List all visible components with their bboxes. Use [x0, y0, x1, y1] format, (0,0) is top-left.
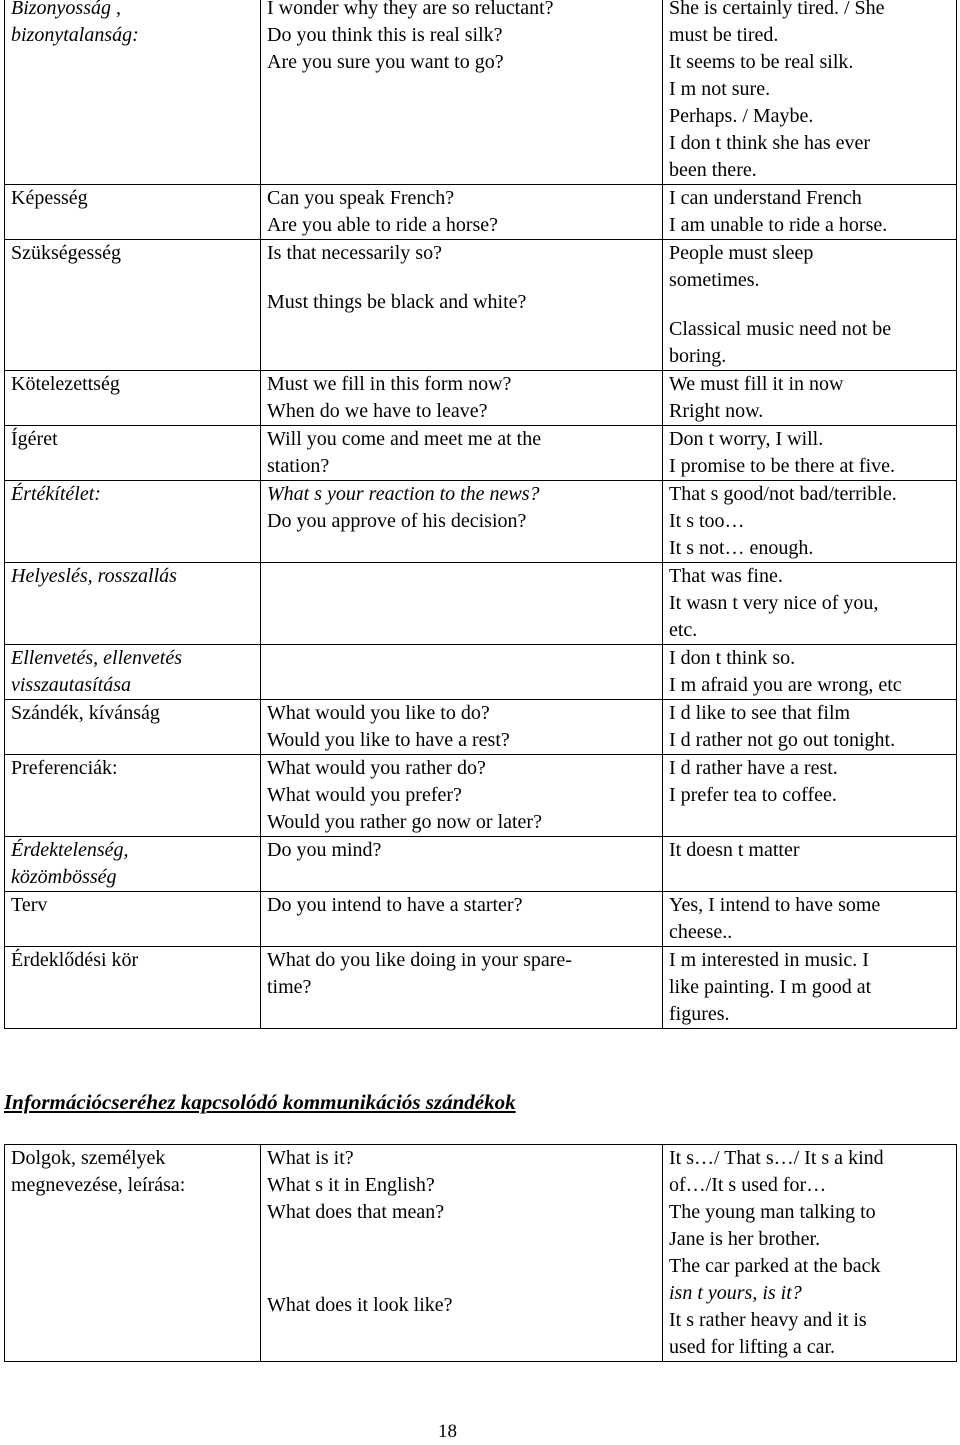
- cell-line: The young man talking to: [669, 1201, 876, 1223]
- cell-line: We must fill it in now: [669, 373, 844, 395]
- section-heading: Információcseréhez kapcsolódó kommunikációs szándékok: [4, 1090, 516, 1114]
- cell-line: It s rather heavy and it is: [669, 1309, 867, 1331]
- cell-line: like painting. I m good at: [669, 976, 872, 998]
- intent-cell: [5, 700, 261, 755]
- answer-cell: [663, 700, 957, 755]
- answer-cell: [663, 240, 957, 371]
- cell-line: What does it look like?: [267, 1294, 453, 1316]
- intent-cell: [5, 0, 261, 185]
- question-cell: [261, 1145, 663, 1362]
- cell-line: sometimes.: [669, 269, 760, 291]
- cell-line: közömbösség: [11, 866, 117, 888]
- intent-cell: [5, 185, 261, 240]
- cell-line: of…/It s used for…: [669, 1174, 827, 1196]
- table-row: [5, 947, 957, 1029]
- table-row: [5, 892, 957, 947]
- cell-line: It seems to be real silk.: [669, 51, 854, 73]
- intent-cell: [5, 892, 261, 947]
- table-row: [5, 240, 957, 371]
- cell-line: [267, 1270, 656, 1292]
- cell-line: Is that necessarily so?: [267, 242, 442, 264]
- cell-line: figures.: [669, 1003, 730, 1025]
- cell-line: Helyeslés, rosszallás: [11, 565, 177, 587]
- cell-line: Dolgok, személyek: [11, 1147, 166, 1169]
- question-cell: [261, 947, 663, 1029]
- intent-cell: [5, 947, 261, 1029]
- intent-cell: [5, 563, 261, 645]
- cell-line: What is it?: [267, 1147, 354, 1169]
- cell-line: [267, 1248, 656, 1270]
- cell-line: Értékítélet:: [11, 483, 101, 505]
- answer-cell: [663, 563, 957, 645]
- communication-table: [4, 0, 957, 1029]
- cell-line: Szándék, kívánság: [11, 702, 160, 724]
- cell-line: been there.: [669, 159, 757, 181]
- cell-line: Do you approve of his decision?: [267, 510, 527, 532]
- cell-line: Classical music need not be: [669, 318, 892, 340]
- question-cell: [261, 185, 663, 240]
- cell-line: Ígéret: [11, 428, 58, 450]
- intent-cell: [5, 837, 261, 892]
- cell-line: Rright now.: [669, 400, 764, 422]
- cell-line: I can understand French: [669, 187, 862, 209]
- cell-line: Don t worry, I will.: [669, 428, 824, 450]
- table-row: [5, 755, 957, 837]
- question-cell: [261, 240, 663, 371]
- answer-cell: [663, 755, 957, 837]
- cell-line: Ellenvetés, ellenvetés: [11, 647, 183, 669]
- cell-line: [267, 267, 656, 289]
- cell-line: [267, 1226, 656, 1248]
- cell-line: etc.: [669, 619, 698, 641]
- cell-line: Do you mind?: [267, 839, 382, 861]
- cell-line: Bizonyosság ,: [11, 0, 121, 19]
- cell-line: Érdeklődési kör: [11, 949, 139, 971]
- cell-line: Jane is her brother.: [669, 1228, 821, 1250]
- cell-line: I wonder why they are so reluctant?: [267, 0, 554, 19]
- cell-line: I am unable to ride a horse.: [669, 214, 888, 236]
- cell-line: cheese..: [669, 921, 733, 943]
- cell-line: That s good/not bad/terrible.: [669, 483, 897, 505]
- cell-line: I m not sure.: [669, 78, 771, 100]
- cell-line: I d rather not go out tonight.: [669, 729, 896, 751]
- cell-line: What do you like doing in your spare-: [267, 949, 572, 971]
- answer-cell: [663, 837, 957, 892]
- information-exchange-table: [4, 1144, 957, 1362]
- cell-line: Preferenciák:: [11, 757, 118, 779]
- table-row: [5, 645, 957, 700]
- cell-line: Are you able to ride a horse?: [267, 214, 499, 236]
- intent-cell: [5, 240, 261, 371]
- cell-line: must be tired.: [669, 24, 779, 46]
- question-cell: [261, 700, 663, 755]
- cell-line: I promise to be there at five.: [669, 455, 896, 477]
- cell-line: What would you rather do?: [267, 757, 486, 779]
- answer-cell: [663, 481, 957, 563]
- cell-line: I prefer tea to coffee.: [669, 784, 837, 806]
- intent-cell: [5, 755, 261, 837]
- cell-line: It s…/ That s…/ It s a kind: [669, 1147, 884, 1169]
- answer-cell: [663, 0, 957, 185]
- cell-line: Would you rather go now or later?: [267, 811, 542, 833]
- cell-line: Perhaps. / Maybe.: [669, 105, 814, 127]
- cell-line: That was fine.: [669, 565, 783, 587]
- cell-line: I d rather have a rest.: [669, 757, 838, 779]
- cell-line: What s it in English?: [267, 1174, 435, 1196]
- question-cell: [261, 837, 663, 892]
- question-cell: [261, 645, 663, 700]
- table-row: [5, 563, 957, 645]
- cell-line: I don t think she has ever: [669, 132, 871, 154]
- cell-line: used for lifting a car.: [669, 1336, 836, 1358]
- question-cell: [261, 426, 663, 481]
- cell-line: Will you come and meet me at the: [267, 428, 542, 450]
- cell-line: It wasn t very nice of you,: [669, 592, 879, 614]
- intent-cell: [5, 1145, 261, 1362]
- question-cell: [261, 563, 663, 645]
- table-row: [5, 426, 957, 481]
- answer-cell: [663, 1145, 957, 1362]
- cell-line: Do you think this is real silk?: [267, 24, 503, 46]
- answer-cell: [663, 892, 957, 947]
- cell-line: megnevezése, leírása:: [11, 1174, 186, 1196]
- question-cell: [261, 481, 663, 563]
- cell-line: People must sleep: [669, 242, 814, 264]
- cell-line: time?: [267, 976, 312, 998]
- cell-line: It doesn t matter: [669, 839, 800, 861]
- cell-line: Must things be black and white?: [267, 291, 527, 313]
- cell-line: Would you like to have a rest?: [267, 729, 510, 751]
- intent-cell: [5, 645, 261, 700]
- cell-line: Kötelezettség: [11, 373, 120, 395]
- cell-line: Érdektelenség,: [11, 839, 129, 861]
- cell-line: Must we fill in this form now?: [267, 373, 512, 395]
- answer-cell: [663, 371, 957, 426]
- cell-line: Képesség: [11, 187, 88, 209]
- cell-line: isn t yours, is it?: [669, 1282, 802, 1304]
- table-row: [5, 1145, 957, 1362]
- cell-line: Can you speak French?: [267, 187, 455, 209]
- cell-line: Terv: [11, 894, 48, 916]
- question-cell: [261, 755, 663, 837]
- cell-line: What would you prefer?: [267, 784, 462, 806]
- cell-line: I m afraid you are wrong, etc: [669, 674, 902, 696]
- cell-line: [669, 294, 950, 316]
- question-cell: [261, 371, 663, 426]
- cell-line: I don t think so.: [669, 647, 796, 669]
- cell-line: Do you intend to have a starter?: [267, 894, 523, 916]
- answer-cell: [663, 645, 957, 700]
- table-row: [5, 837, 957, 892]
- cell-line: It s too…: [669, 510, 745, 532]
- cell-line: What s your reaction to the news?: [267, 483, 540, 505]
- cell-line: When do we have to leave?: [267, 400, 488, 422]
- cell-line: Are you sure you want to go?: [267, 51, 504, 73]
- table-row: [5, 371, 957, 426]
- cell-line: station?: [267, 455, 330, 477]
- table-row: [5, 0, 957, 185]
- answer-cell: [663, 185, 957, 240]
- question-cell: [261, 0, 663, 185]
- cell-line: I m interested in music. I: [669, 949, 869, 971]
- cell-line: What does that mean?: [267, 1201, 445, 1223]
- page-number: 18: [438, 1421, 457, 1442]
- intent-cell: [5, 481, 261, 563]
- cell-line: Yes, I intend to have some: [669, 894, 881, 916]
- cell-line: visszautasítása: [11, 674, 132, 696]
- cell-line: bizonytalanság:: [11, 24, 139, 46]
- cell-line: It s not… enough.: [669, 537, 814, 559]
- table-row: [5, 481, 957, 563]
- intent-cell: [5, 426, 261, 481]
- cell-line: She is certainly tired. / She: [669, 0, 885, 19]
- cell-line: What would you like to do?: [267, 702, 490, 724]
- cell-line: I d like to see that film: [669, 702, 851, 724]
- table-row: [5, 185, 957, 240]
- cell-line: Szükségesség: [11, 242, 121, 264]
- question-cell: [261, 892, 663, 947]
- answer-cell: [663, 426, 957, 481]
- intent-cell: [5, 371, 261, 426]
- answer-cell: [663, 947, 957, 1029]
- cell-line: The car parked at the back: [669, 1255, 881, 1277]
- cell-line: boring.: [669, 345, 727, 367]
- table-row: [5, 700, 957, 755]
